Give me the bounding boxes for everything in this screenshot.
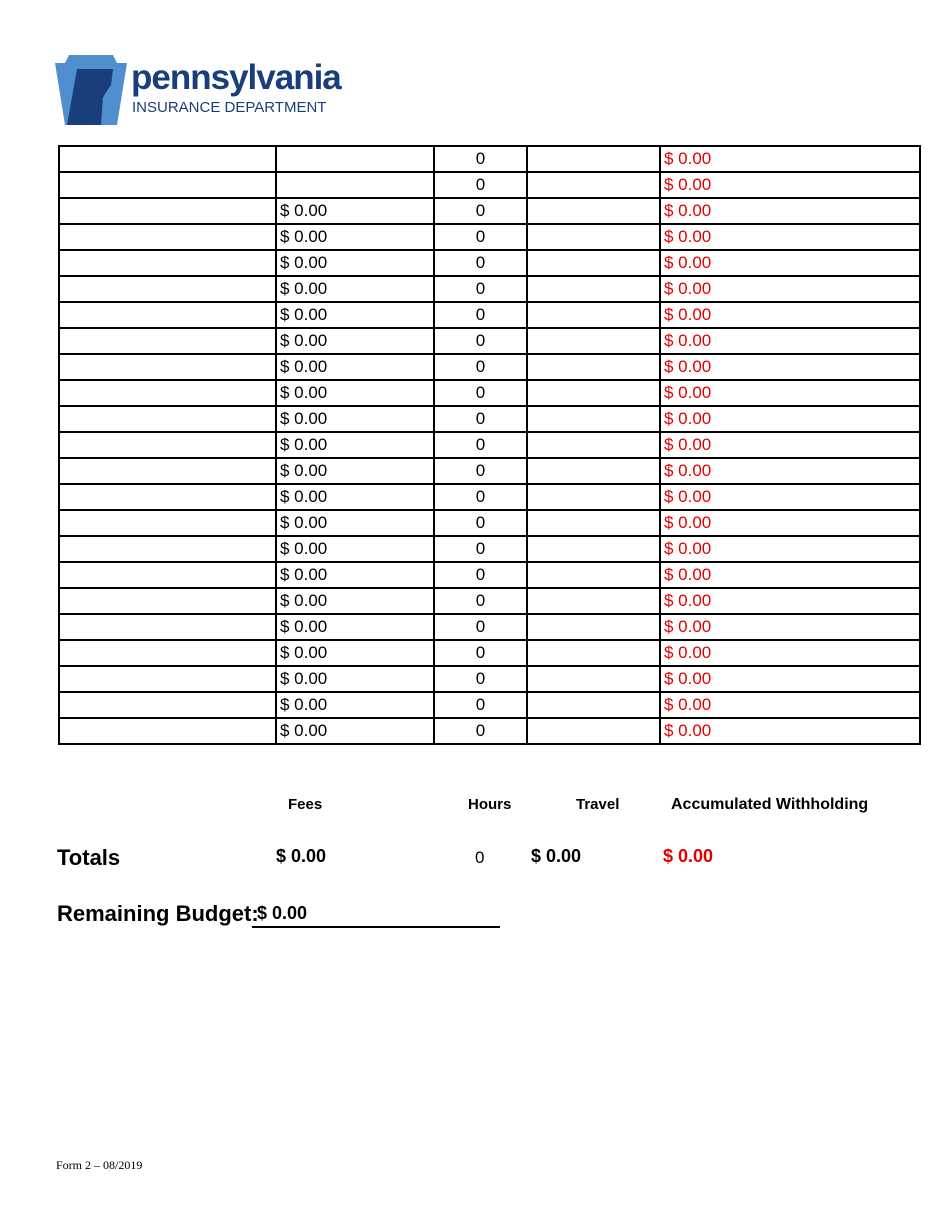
fees-cell[interactable]: $ 0.00 (276, 536, 434, 562)
withholding-cell[interactable]: $ 0.00 (660, 458, 920, 484)
table-row (59, 458, 920, 484)
hours-cell[interactable]: 0 (434, 432, 527, 458)
name-cell[interactable] (59, 250, 276, 276)
hours-cell[interactable]: 0 (434, 224, 527, 250)
name-cell[interactable] (59, 484, 276, 510)
fees-cell[interactable]: $ 0.00 (276, 692, 434, 718)
table-row (59, 510, 920, 536)
fees-cell[interactable]: $ 0.00 (276, 198, 434, 224)
withholding-cell[interactable]: $ 0.00 (660, 640, 920, 666)
hours-cell[interactable]: 0 (434, 328, 527, 354)
fees-table-body (59, 146, 920, 744)
withholding-cell[interactable]: $ 0.00 (660, 666, 920, 692)
hours-cell[interactable]: 0 (434, 640, 527, 666)
table-row (59, 354, 920, 380)
keystone-icon (55, 55, 127, 125)
table-row (59, 666, 920, 692)
table-row (59, 224, 920, 250)
name-cell[interactable] (59, 432, 276, 458)
name-cell[interactable] (59, 172, 276, 198)
travel-cell[interactable] (527, 458, 660, 484)
table-row (59, 276, 920, 302)
hours-cell[interactable]: 0 (434, 172, 527, 198)
withholding-cell[interactable]: $ 0.00 (660, 692, 920, 718)
hours-cell[interactable]: 0 (434, 614, 527, 640)
hours-cell[interactable]: 0 (434, 406, 527, 432)
fees-cell[interactable]: $ 0.00 (276, 718, 434, 744)
travel-cell[interactable] (527, 198, 660, 224)
withholding-cell[interactable]: $ 0.00 (660, 510, 920, 536)
hours-cell[interactable]: 0 (434, 380, 527, 406)
table-row (59, 614, 920, 640)
hours-cell[interactable]: 0 (434, 458, 527, 484)
withholding-cell[interactable]: $ 0.00 (660, 276, 920, 302)
withholding-cell[interactable]: $ 0.00 (660, 432, 920, 458)
table-row (59, 640, 920, 666)
total-travel: $ 0.00 (531, 846, 582, 866)
withholding-cell[interactable]: $ 0.00 (660, 562, 920, 588)
withholding-cell[interactable]: $ 0.00 (660, 172, 920, 198)
hours-cell[interactable]: 0 (434, 250, 527, 276)
name-cell[interactable] (59, 198, 276, 224)
fees-cell[interactable]: $ 0.00 (276, 328, 434, 354)
withholding-cell[interactable]: $ 0.00 (660, 146, 920, 172)
name-cell[interactable] (59, 536, 276, 562)
withholding-cell[interactable]: $ 0.00 (660, 406, 920, 432)
withholding-column-label: Accumulated Withholding (671, 796, 869, 813)
hours-cell[interactable]: 0 (434, 198, 527, 224)
fees-cell[interactable]: $ 0.00 (276, 510, 434, 536)
table-row (59, 536, 920, 562)
fees-cell[interactable]: $ 0.00 (276, 406, 434, 432)
total-fees: $ 0.00 (276, 846, 327, 866)
name-cell[interactable] (59, 588, 276, 614)
total-hours: 0 (475, 848, 485, 867)
name-cell[interactable] (59, 276, 276, 302)
travel-cell[interactable] (527, 692, 660, 718)
name-cell[interactable] (59, 458, 276, 484)
hours-cell[interactable]: 0 (434, 276, 527, 302)
table-row (59, 328, 920, 354)
name-cell[interactable] (59, 380, 276, 406)
fees-cell[interactable] (276, 146, 434, 172)
fees-column-label: Fees (288, 796, 323, 813)
name-cell[interactable] (59, 146, 276, 172)
travel-cell[interactable] (527, 614, 660, 640)
travel-cell[interactable] (527, 640, 660, 666)
logo-department: INSURANCE DEPARTMENT (132, 99, 327, 116)
logo-wordmark: pennsylvania (131, 58, 341, 97)
travel-cell[interactable] (527, 718, 660, 744)
fees-cell[interactable]: $ 0.00 (276, 224, 434, 250)
name-cell[interactable] (59, 406, 276, 432)
total-withholding: $ 0.00 (663, 846, 714, 866)
name-cell[interactable] (59, 666, 276, 692)
name-cell[interactable] (59, 354, 276, 380)
table-row (59, 588, 920, 614)
travel-cell[interactable] (527, 536, 660, 562)
hours-cell[interactable]: 0 (434, 510, 527, 536)
fees-cell[interactable]: $ 0.00 (276, 640, 434, 666)
remaining-budget-underline (252, 926, 500, 928)
name-cell[interactable] (59, 224, 276, 250)
hours-cell[interactable]: 0 (434, 692, 527, 718)
withholding-cell[interactable]: $ 0.00 (660, 614, 920, 640)
hours-cell[interactable]: 0 (434, 718, 527, 744)
travel-cell[interactable] (527, 484, 660, 510)
fees-cell[interactable]: $ 0.00 (276, 484, 434, 510)
fees-cell[interactable]: $ 0.00 (276, 458, 434, 484)
remaining-budget-label: Remaining Budget: (57, 901, 259, 926)
withholding-cell[interactable]: $ 0.00 (660, 718, 920, 744)
fees-cell[interactable]: $ 0.00 (276, 588, 434, 614)
table-row (59, 432, 920, 458)
name-cell[interactable] (59, 640, 276, 666)
fees-cell[interactable]: $ 0.00 (276, 302, 434, 328)
withholding-cell[interactable]: $ 0.00 (660, 380, 920, 406)
travel-column-label: Travel (576, 796, 620, 813)
withholding-cell[interactable]: $ 0.00 (660, 224, 920, 250)
travel-cell[interactable] (527, 146, 660, 172)
travel-cell[interactable] (527, 406, 660, 432)
travel-cell[interactable] (527, 276, 660, 302)
table-row (59, 380, 920, 406)
travel-cell[interactable] (527, 328, 660, 354)
pa-insurance-logo (55, 55, 345, 127)
hours-column-label: Hours (468, 796, 512, 813)
travel-cell[interactable] (527, 588, 660, 614)
name-cell[interactable] (59, 302, 276, 328)
fees-cell[interactable]: $ 0.00 (276, 614, 434, 640)
hours-cell[interactable]: 0 (434, 484, 527, 510)
fees-cell[interactable] (276, 172, 434, 198)
totals-title: Totals (57, 845, 121, 870)
travel-cell[interactable] (527, 432, 660, 458)
table-row (59, 198, 920, 224)
name-cell[interactable] (59, 718, 276, 744)
travel-cell[interactable] (527, 510, 660, 536)
hours-cell[interactable]: 0 (434, 146, 527, 172)
fees-cell[interactable]: $ 0.00 (276, 354, 434, 380)
hours-cell[interactable]: 0 (434, 354, 527, 380)
travel-cell[interactable] (527, 224, 660, 250)
withholding-cell[interactable]: $ 0.00 (660, 536, 920, 562)
fees-cell[interactable]: $ 0.00 (276, 432, 434, 458)
remaining-budget-value[interactable]: $ 0.00 (257, 903, 308, 923)
travel-cell[interactable] (527, 250, 660, 276)
travel-cell[interactable] (527, 302, 660, 328)
name-cell[interactable] (59, 614, 276, 640)
table-row (59, 484, 920, 510)
table-row (59, 406, 920, 432)
form-footer: Form 2 – 08/2019 (56, 1158, 143, 1172)
travel-cell[interactable] (527, 172, 660, 198)
hours-cell[interactable]: 0 (434, 302, 527, 328)
fees-cell[interactable]: $ 0.00 (276, 380, 434, 406)
name-cell[interactable] (59, 328, 276, 354)
hours-cell[interactable]: 0 (434, 562, 527, 588)
table-row (59, 692, 920, 718)
table-row (59, 172, 920, 198)
hours-cell[interactable]: 0 (434, 536, 527, 562)
travel-cell[interactable] (527, 354, 660, 380)
fees-cell[interactable]: $ 0.00 (276, 250, 434, 276)
table-row (59, 302, 920, 328)
withholding-cell[interactable]: $ 0.00 (660, 588, 920, 614)
name-cell[interactable] (59, 510, 276, 536)
hours-cell[interactable]: 0 (434, 666, 527, 692)
fees-table (58, 145, 921, 745)
withholding-cell[interactable]: $ 0.00 (660, 354, 920, 380)
table-row (59, 562, 920, 588)
fees-cell[interactable]: $ 0.00 (276, 276, 434, 302)
table-row (59, 146, 920, 172)
name-cell[interactable] (59, 562, 276, 588)
travel-cell[interactable] (527, 666, 660, 692)
withholding-cell[interactable]: $ 0.00 (660, 484, 920, 510)
table-row (59, 718, 920, 744)
travel-cell[interactable] (527, 380, 660, 406)
travel-cell[interactable] (527, 562, 660, 588)
fees-cell[interactable]: $ 0.00 (276, 666, 434, 692)
withholding-cell[interactable]: $ 0.00 (660, 328, 920, 354)
hours-cell[interactable]: 0 (434, 588, 527, 614)
table-row (59, 250, 920, 276)
name-cell[interactable] (59, 692, 276, 718)
fees-cell[interactable]: $ 0.00 (276, 562, 434, 588)
withholding-cell[interactable]: $ 0.00 (660, 302, 920, 328)
withholding-cell[interactable]: $ 0.00 (660, 198, 920, 224)
withholding-cell[interactable]: $ 0.00 (660, 250, 920, 276)
